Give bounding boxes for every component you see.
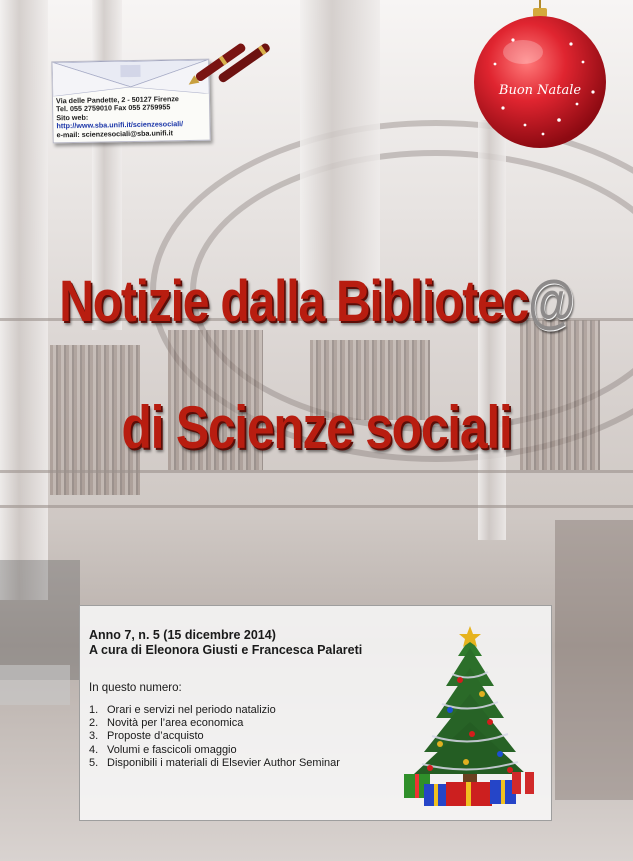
phone-fax: Tel. 055 2759010 Fax 055 2759955	[56, 102, 171, 114]
toc-number: 5.	[89, 756, 99, 769]
ornament-text: Buon Natale	[498, 83, 582, 98]
toc-item[interactable]	[89, 757, 340, 770]
toc-label: Volumi e fascicoli omaggio	[107, 743, 237, 756]
toc-label: Novità per l’area economica	[107, 717, 244, 730]
website-link[interactable]: http://www.sba.unifi.it/scienzesociali/	[56, 119, 184, 131]
keyboard	[0, 665, 70, 705]
issue-number: Anno 7, n. 5 (15 dicembre 2014)	[89, 628, 276, 642]
toc-item[interactable]	[89, 704, 340, 717]
christmas-ornament	[473, 0, 633, 160]
toc-item[interactable]	[89, 744, 340, 757]
toc-item[interactable]	[89, 730, 340, 743]
toc-label: Disponibili i materiali di Elsevier Author Seminar	[107, 756, 340, 769]
website-label: Sito web:	[56, 112, 89, 123]
christmas-tree-icon	[400, 624, 540, 814]
column	[300, 0, 380, 300]
issue-info-box	[79, 605, 552, 821]
people-at-desk	[555, 520, 633, 800]
email[interactable]: e-mail: scienzesociali@sba.unifi.it	[56, 127, 174, 139]
newsletter-title-line2: di Scienze sociali	[121, 394, 512, 461]
computer-monitor	[0, 560, 80, 680]
address: Via delle Pandette, 2 - 50127 Firenze	[55, 94, 179, 106]
toc-number: 4.	[89, 743, 99, 756]
contents-intro: In questo numero:	[89, 682, 182, 694]
toc-number: 2.	[89, 717, 99, 730]
toc-item[interactable]	[89, 717, 340, 730]
toc-number: 3.	[89, 730, 99, 743]
at-symbol: @	[528, 269, 574, 334]
column	[0, 0, 48, 600]
fountain-pen-icon	[182, 22, 277, 102]
toc-label: Proposte d’acquisto	[107, 730, 204, 743]
contact-text	[56, 95, 183, 139]
issue-editors: A cura di Eleonora Giusti e Francesca Palareti	[89, 643, 363, 657]
balcony-rail	[0, 470, 633, 473]
title-text: Notizie dalla Bibliotec	[59, 269, 529, 334]
toc-label: Orari e servizi nel periodo natalizio	[107, 704, 276, 716]
newsletter-title-line1	[54, 268, 579, 335]
balcony-rail	[0, 505, 633, 508]
issue-header	[89, 628, 362, 658]
table-of-contents	[89, 704, 340, 770]
toc-number: 1.	[89, 704, 99, 716]
